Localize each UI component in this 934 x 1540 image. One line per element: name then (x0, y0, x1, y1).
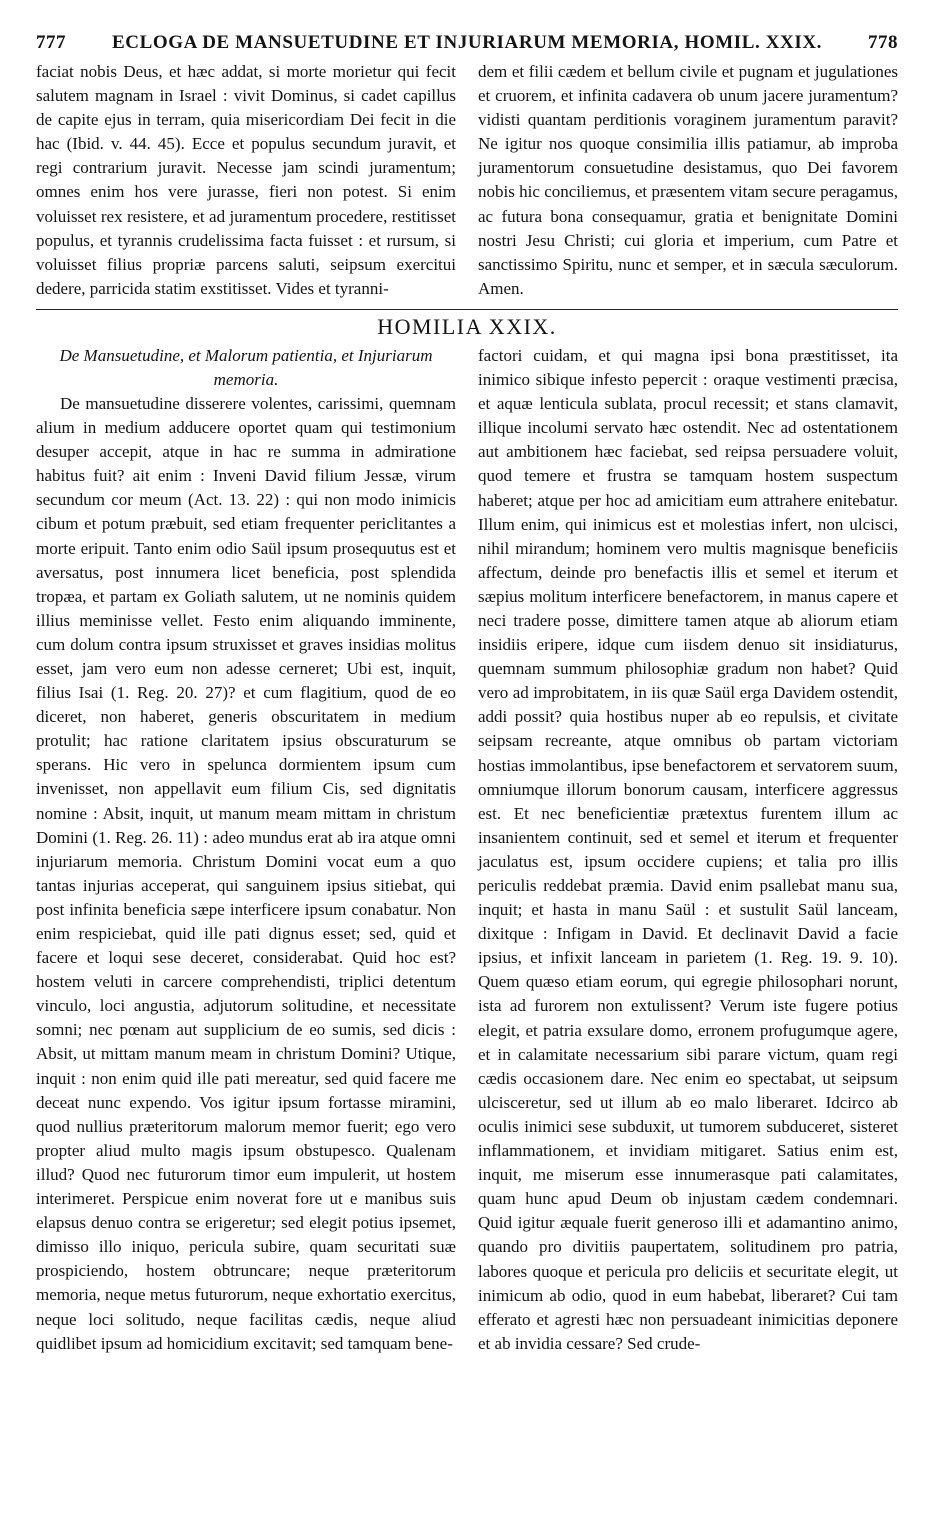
running-head (36, 32, 898, 60)
top-left-column (36, 60, 456, 301)
paragraph: dem et filii cædem et bellum civile et pugnam et jugulationes et cruorem, et infinita cadavera ob unum jacere juramentum? vidisti quantam perditionis voraginem juramentum paravit? Ne igitur nos quoque consimilia illis patiamur, ab improba juramentorum consuetudine desistamus, quo Dei favorem nobis hic conciliemus, et præsentem vitam secure peragamus, ac futura bona consequamur, gratia et benignitate Domini nostri Jesu Christi; cui gloria et imperium, cum Patre et sanctissimo Spiritu, nunc et semper, et in sæcula sæculorum. Amen. (478, 62, 898, 298)
paragraph: De mansuetudine disserere volentes, carissimi, quemnam alium in medium adducere oportet quam qui testimonium desuper accepit, atque in hac re summa in admiratione habitus fuit? ait enim : Inveni David filium Jessæ, virum secundum cor meum (Act. 13. 22) : qui non modo inimicis cibum et potum præbuit, sed etiam frequenter periclitantes a morte eripuit. Tanto enim odio Saül ipsum prosequutus est et aversatus, post innumera licet beneficia, post splendida tropæa, et partam ex Goliath salutem, ut ne nominis quidem illius meminisse vellet. Festo enim aliquando imminente, cum dolum contra ipsum struxisset et graves insidias molitus esset, jam vero eum non adesse cerneret; Ubi est, inquit, filius Isai (1. Reg. 20. 27)? et cum flagitium, quod de eo diceret, non haberet, generis obscuritatem in medium protulit; hac ratione claritatem ipsius obscuraturum se sperans. Hic vero in spelunca dormientem ipsum cum invenisset, non appellavit eum filium Cis, sed dignitatis nomine : Absit, inquit, ut manum meam mittam in christum Domini (1. Reg. 26. 11) : adeo mundus erat ab ira atque omni injuriarum memoria. Christum Domini vocat eum a quo tantas injurias acceperat, qui sanguinem ipsius sitiebat, qui post infinita beneficia sæpe interficere ipsum conabatur. Non enim respiciebat, quid ille pati dignus esset; sed, quid et facere et loqui sese deceret, considerabat. Quid hoc est? hostem veluti in carcere comprehendisti, triplici detentum vinculo, loci angustia, adjutorum solitudine, et necessitate somni; nec pœnam aut supplicium de eo sumis, sed dicis : Absit, ut mittam manum meam in christum Domini? Utique, inquit : non enim quid ille pati mereatur, sed quid facere me deceat nunc expendo. Vos igitur ipsum fortasse miramini, quod nullius præteritorum malorum memor fuerit; ego vero propter aliud multo magis ipsum obstupesco. Qualenam illud? Quod nec futurorum timor eum impulerit, ut hostem interimeret. Perspicue enim noverat fore ut e manibus suis elapsus denuo contra se erigeretur; sed elegit potius ipsemet, dimisso illo iniquo, pericula subire, quam securitati suæ prospiciendo, hostem obtruncare; neque præteritorum memoria, neque metus futurorum, neque exhortatio exercitus, neque loci solitudo, neque facilitas cædis, neque aliud quidlibet ipsum ad homicidium excitavit; sed tamquam bene- (36, 393, 456, 1353)
page-number-right: 778 (868, 32, 898, 53)
page-number-left: 777 (36, 32, 66, 53)
top-right-column (478, 60, 898, 301)
homily-subtitle: De Mansuetudine, et Malorum patientia, et Injuriarum memoria. (59, 345, 433, 389)
paragraph: faciat nobis Deus, et hæc addat, si morte morietur qui fecit salutem magnam in Israel : vivit Dominus, si cadet capillus de capite ejus in terram, quia misericordiam Dei fecit in die hac (Ibid. v. 44. 45). Ecce et populus secundum juravit, et regi contrarium juravit. Necesse jam scindi juramentum; omnes enim hos vere jurasse, fieri non potest. Si enim voluisset rex resistere, et ad juramentum procedere, restitisset populus, et tyrannis crudelissima facta fuisset : et rursum, si voluisset filius propriæ parcens saluti, seipsum exercitui dedere, parricida statim exstitisset. Vides et tyranni- (36, 62, 456, 298)
section-divider (36, 309, 898, 310)
homily-left-column (36, 344, 456, 1356)
homily-columns (36, 344, 898, 1356)
running-title: ECLOGA DE MANSUETUDINE ET INJURIARUM MEMORIA, HOMIL. XXIX. (111, 32, 823, 53)
homily-title: HOMILIA XXIX. (377, 313, 557, 339)
top-columns (36, 60, 898, 301)
homily-right-column (478, 344, 898, 1356)
paragraph: factori cuidam, et qui magna ipsi bona præstitisset, ita inimico sibique infesto pepercit : oraque vestimenti præcisa, et aquæ lenticula sublata, procul recessit; et stans clamavit, illique incolumi servato hæc ostendit. Nec ad ostentationem aut ambitionem hæc faciebat, sed reipsa persuadere voluit, quod temere et frustra se tamquam hostem suspectum haberet; atque per hoc ad amicitiam eum attrahere enitebatur. Illum enim, qui inimicus est et molestias infert, non ulcisci, nihil mirandum; hominem vero multis magnisque beneficiis affectum, deinde pro benefactis illis et semel et iterum et sæpius molitum interficere benefactorem, in manus capere et neci tradere posse, dimittere tamen atque ab aliorum etiam insidiis eripere, idque cum iisdem denuo sit insidiaturus, quemnam summum philosophiæ gradum non habet? Quid vero ad improbitatem, in iis quæ Saül erga Davidem ostendit, addi possit? quia hostibus nuper ab eo repulsis, et civitate seipsam recreante, atque omnibus ob partam victoriam hostias immolantibus, ipse benefactorem et servatorem suum, omniumque illorum bonorum causam, interficere aggressus est. Et nec beneficientiæ prætextus furentem illum ac insanientem continuit, sed et semel et iterum et frequenter jaculatus est, ipsum occidere cupiens; et talia pro illis periculis reddebat præmia. David enim psallebat manu sua, inquit; et hasta in manu Saül : et sustulit Saül lanceam, dixitque : Infigam in David. Et declinavit David a facie ipsius, et infixit lanceam in parietem (1. Reg. 19. 9. 10). Quem quæso etiam eorum, qui egregie philosophari norunt, ista ad furorem non extulissent? Verum iste fugere potius elegit, et patria exsulare domo, erronem profugumque agere, et in calamitate necessarium sibi parare victum, quam regi cædis occasionem dare. Nec enim eo spectabat, ut seipsum ulcisceretur, sed ut illum ab eo malo liberaret. Idcirco ab oculis inimici sese subduxit, ut tumorem subduceret, sisteret inflammationem, et invidiam mitigaret. Satius enim est, inquit, me miserum esse innumerasque pati calamitates, quam hunc apud Deum ob injustam cædem condemnari. Quid igitur æquale fuerit generoso illi et adamantino animo, quando pro divitiis paupertatem, solitudinem pro patria, labores quoque et pericula pro deliciis et securitate elegit, ut inimicum ab odio, quod in eum habebat, liberaret? Cui tam efferato et agresti hæc non persuadeant inimicitias deponere et ab invidia cessare? Sed crude- (478, 345, 898, 1353)
